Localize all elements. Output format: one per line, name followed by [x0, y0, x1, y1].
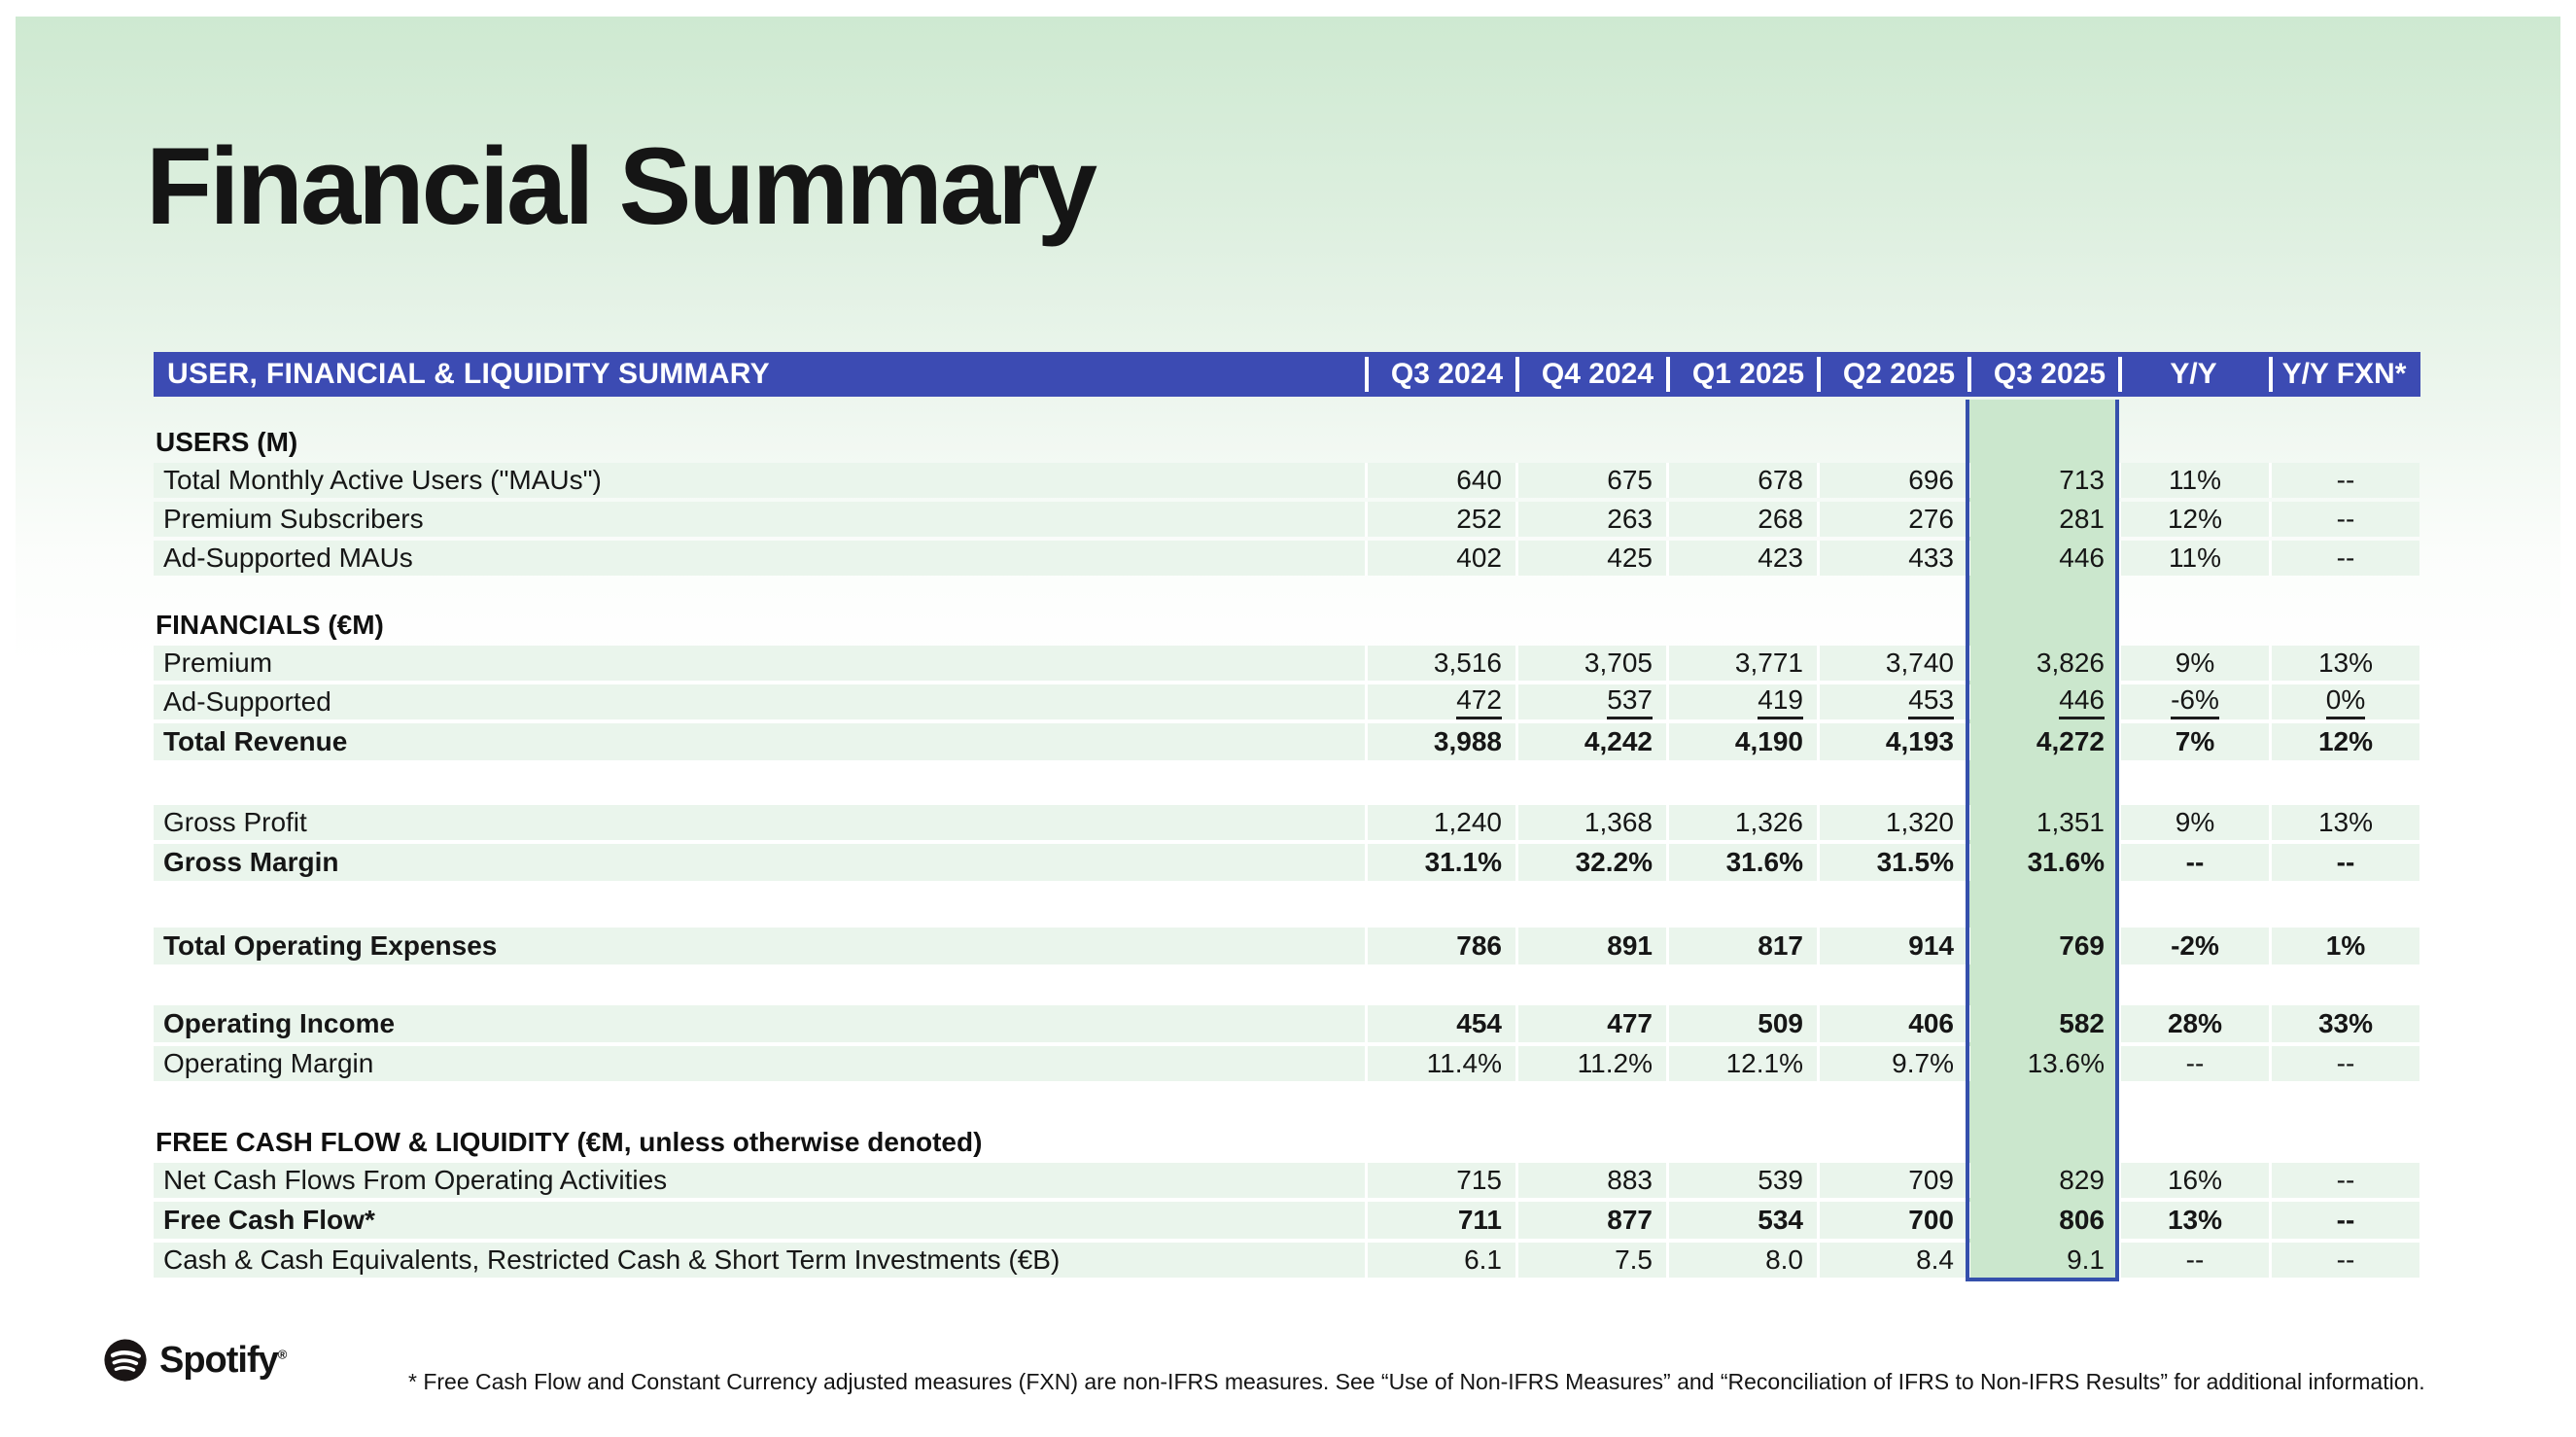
table-row: [154, 541, 2420, 576]
cell-value: 406: [1817, 1005, 1967, 1042]
spotify-wordmark: Spotify®: [159, 1339, 287, 1381]
row-label: Gross Profit: [154, 805, 1365, 840]
row-label: Premium Subscribers: [154, 502, 1365, 537]
cell-value: 509: [1666, 1005, 1817, 1042]
cell-value: 263: [1515, 502, 1666, 537]
cell-value: 4,272: [1967, 723, 2118, 760]
cell-value: 713: [1967, 463, 2118, 498]
column-header: Q3 2024: [1365, 352, 1515, 397]
financial-summary-table: [154, 352, 2420, 1278]
cell-value: --: [2269, 541, 2419, 576]
table-group: [154, 609, 2420, 760]
table-group: [154, 1126, 2420, 1278]
cell-value: 31.6%: [1967, 844, 2118, 881]
row-label: Ad-Supported: [154, 684, 1365, 719]
table-row: [154, 1163, 2420, 1198]
cell-value: 4,193: [1817, 723, 1967, 760]
cell-value: 786: [1365, 928, 1515, 964]
cell-value: 7%: [2118, 723, 2269, 760]
cell-value: 696: [1817, 463, 1967, 498]
cell-value: -6%: [2118, 684, 2269, 719]
cell-value: 1,320: [1817, 805, 1967, 840]
cell-value: 12.1%: [1666, 1046, 1817, 1081]
cell-value: --: [2269, 1046, 2419, 1081]
row-label: Total Revenue: [154, 723, 1365, 760]
cell-value: 883: [1515, 1163, 1666, 1198]
row-label: Operating Income: [154, 1005, 1365, 1042]
cell-value: 13.6%: [1967, 1046, 2118, 1081]
cell-value: 13%: [2269, 646, 2419, 681]
table-row: [154, 723, 2420, 760]
cell-value: --: [2269, 1202, 2419, 1239]
row-label: Gross Margin: [154, 844, 1365, 881]
cell-value: --: [2269, 1243, 2419, 1278]
table-row: [154, 1046, 2420, 1081]
table-row: [154, 805, 2420, 840]
cell-value: 891: [1515, 928, 1666, 964]
cell-value: 1,351: [1967, 805, 2118, 840]
cell-value: 31.1%: [1365, 844, 1515, 881]
table-row: [154, 502, 2420, 537]
cell-value: 33%: [2269, 1005, 2419, 1042]
table-row: [154, 684, 2420, 719]
cell-value: 4,242: [1515, 723, 1666, 760]
cell-value: 268: [1666, 502, 1817, 537]
cell-value: --: [2118, 1046, 2269, 1081]
row-label: Cash & Cash Equivalents, Restricted Cash & Short Term Investments (€B): [154, 1243, 1365, 1278]
cell-value: 711: [1365, 1202, 1515, 1239]
table-group: [154, 426, 2420, 576]
column-header: Q1 2025: [1666, 352, 1817, 397]
cell-value: 11%: [2118, 463, 2269, 498]
table-group: [154, 928, 2420, 964]
cell-value: 914: [1817, 928, 1967, 964]
table-body: [154, 426, 2420, 1278]
table-row: [154, 1243, 2420, 1278]
column-header: Q3 2025: [1967, 352, 2118, 397]
row-label: Total Operating Expenses: [154, 928, 1365, 964]
table-group: [154, 805, 2420, 881]
table-row: [154, 844, 2420, 881]
row-label: Premium: [154, 646, 1365, 681]
cell-value: --: [2269, 502, 2419, 537]
highlight-border-bottom: [1966, 1278, 2119, 1281]
cell-value: 1,240: [1365, 805, 1515, 840]
cell-value: 582: [1967, 1005, 2118, 1042]
cell-value: 32.2%: [1515, 844, 1666, 881]
cell-value: 769: [1967, 928, 2118, 964]
cell-value: 9.1: [1967, 1243, 2118, 1278]
cell-value: 276: [1817, 502, 1967, 537]
cell-value: 700: [1817, 1202, 1967, 1239]
row-label: Net Cash Flows From Operating Activities: [154, 1163, 1365, 1198]
section-header: USERS (M): [156, 427, 298, 457]
registered-mark: ®: [277, 1346, 287, 1361]
spotify-logo: [103, 1338, 286, 1383]
spotify-icon: [103, 1338, 148, 1383]
cell-value: 675: [1515, 463, 1666, 498]
cell-value: 11.4%: [1365, 1046, 1515, 1081]
page-title: Financial Summary: [146, 125, 1096, 247]
column-header: Q2 2025: [1817, 352, 1967, 397]
cell-value: 477: [1515, 1005, 1666, 1042]
cell-value: 9%: [2118, 646, 2269, 681]
section-header: FINANCIALS (€M): [156, 610, 384, 640]
table-row: [154, 1005, 2420, 1042]
row-label: Operating Margin: [154, 1046, 1365, 1081]
cell-value: 281: [1967, 502, 2118, 537]
cell-value: 433: [1817, 541, 1967, 576]
highlight-border-left: [1966, 400, 1969, 1281]
cell-value: 472: [1365, 684, 1515, 719]
cell-value: 12%: [2118, 502, 2269, 537]
cell-value: 3,826: [1967, 646, 2118, 681]
cell-value: 3,740: [1817, 646, 1967, 681]
cell-value: 8.4: [1817, 1243, 1967, 1278]
row-label: Ad-Supported MAUs: [154, 541, 1365, 576]
cell-value: 454: [1365, 1005, 1515, 1042]
table-row: [154, 1202, 2420, 1239]
cell-value: 1,326: [1666, 805, 1817, 840]
cell-value: --: [2118, 844, 2269, 881]
cell-value: 3,705: [1515, 646, 1666, 681]
cell-value: 446: [1967, 684, 2118, 719]
row-label: Total Monthly Active Users ("MAUs"): [154, 463, 1365, 498]
cell-value: 252: [1365, 502, 1515, 537]
cell-value: 9%: [2118, 805, 2269, 840]
table-group: [154, 1005, 2420, 1081]
cell-value: 678: [1666, 463, 1817, 498]
cell-value: 402: [1365, 541, 1515, 576]
highlight-border-right: [2115, 400, 2119, 1281]
cell-value: 534: [1666, 1202, 1817, 1239]
cell-value: 1,368: [1515, 805, 1666, 840]
cell-value: 16%: [2118, 1163, 2269, 1198]
cell-value: 31.6%: [1666, 844, 1817, 881]
cell-value: --: [2269, 463, 2419, 498]
cell-value: 11%: [2118, 541, 2269, 576]
cell-value: 715: [1365, 1163, 1515, 1198]
column-header: Q4 2024: [1515, 352, 1666, 397]
cell-value: 4,190: [1666, 723, 1817, 760]
cell-value: 12%: [2269, 723, 2419, 760]
table-row: [154, 463, 2420, 498]
cell-value: --: [2118, 1243, 2269, 1278]
cell-value: 0%: [2269, 684, 2419, 719]
cell-value: 877: [1515, 1202, 1666, 1239]
footnote: * Free Cash Flow and Constant Currency adjusted measures (FXN) are non-IFRS measures. See “Use of Non-IFRS Measures” and “Reconciliation of IFRS to Non-IFRS Results” for additional information.: [408, 1369, 2425, 1394]
cell-value: --: [2269, 1163, 2419, 1198]
cell-value: 640: [1365, 463, 1515, 498]
table-row: [154, 928, 2420, 964]
cell-value: 423: [1666, 541, 1817, 576]
cell-value: 419: [1666, 684, 1817, 719]
cell-value: 13%: [2118, 1202, 2269, 1239]
cell-value: 28%: [2118, 1005, 2269, 1042]
cell-value: 806: [1967, 1202, 2118, 1239]
cell-value: 9.7%: [1817, 1046, 1967, 1081]
section-header: FREE CASH FLOW & LIQUIDITY (€M, unless otherwise denoted): [156, 1127, 983, 1157]
cell-value: 3,516: [1365, 646, 1515, 681]
cell-value: 425: [1515, 541, 1666, 576]
cell-value: 537: [1515, 684, 1666, 719]
table-row: [154, 646, 2420, 681]
cell-value: 7.5: [1515, 1243, 1666, 1278]
cell-value: --: [2269, 844, 2419, 881]
cell-value: -2%: [2118, 928, 2269, 964]
cell-value: 6.1: [1365, 1243, 1515, 1278]
cell-value: 817: [1666, 928, 1817, 964]
table-header-title: USER, FINANCIAL & LIQUIDITY SUMMARY: [167, 358, 770, 390]
header-columns: [1365, 352, 2419, 397]
cell-value: 829: [1967, 1163, 2118, 1198]
row-label: Free Cash Flow*: [154, 1202, 1365, 1239]
table-header: [154, 352, 2420, 397]
cell-value: 8.0: [1666, 1243, 1817, 1278]
cell-value: 11.2%: [1515, 1046, 1666, 1081]
cell-value: 709: [1817, 1163, 1967, 1198]
cell-value: 13%: [2269, 805, 2419, 840]
cell-value: 1%: [2269, 928, 2419, 964]
column-header: Y/Y: [2118, 352, 2269, 397]
cell-value: 3,771: [1666, 646, 1817, 681]
cell-value: 446: [1967, 541, 2118, 576]
cell-value: 453: [1817, 684, 1967, 719]
column-header: Y/Y FXN*: [2269, 352, 2419, 397]
cell-value: 539: [1666, 1163, 1817, 1198]
cell-value: 3,988: [1365, 723, 1515, 760]
cell-value: 31.5%: [1817, 844, 1967, 881]
